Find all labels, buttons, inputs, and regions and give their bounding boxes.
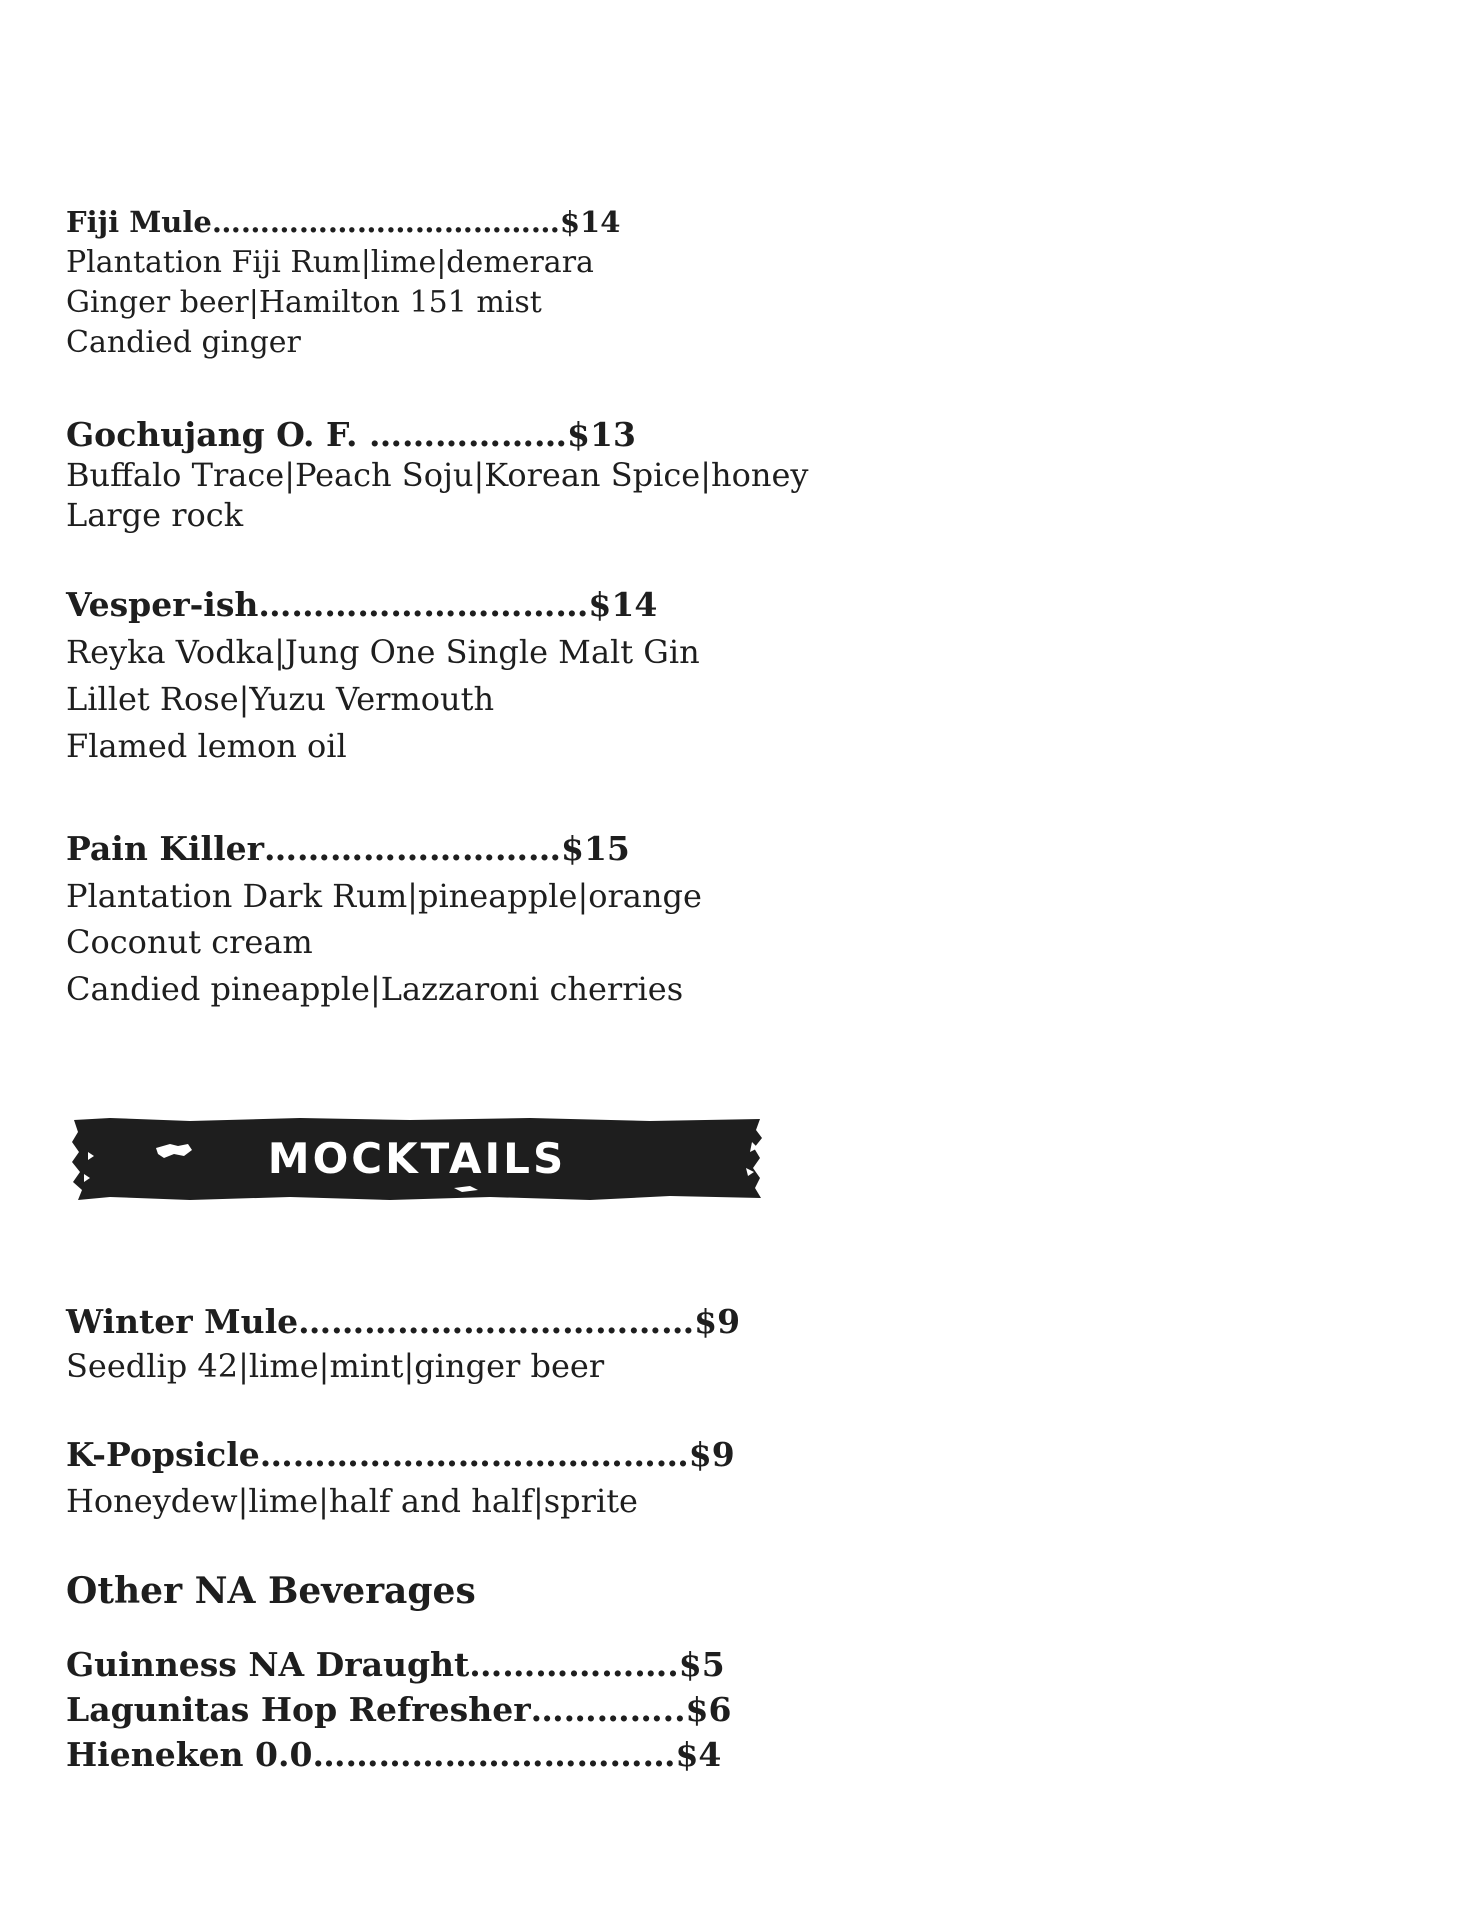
mocktails-banner — [70, 1116, 764, 1202]
item-title: Fiji Mule………………………………$14 — [66, 205, 621, 239]
na-item-guinness: Guinness NA Draught……………….$5 — [66, 1645, 725, 1684]
item-title: K-Popsicle…………………………………$9 — [66, 1435, 735, 1474]
item-description-line: Candied pineapple|Lazzaroni cherries — [66, 970, 684, 1008]
item-title: Pain Killer………………………$15 — [66, 829, 630, 868]
item-description-line: Lillet Rose|Yuzu Vermouth — [66, 680, 495, 718]
item-description-line: Plantation Fiji Rum|lime|demerara — [66, 245, 594, 280]
mocktails-heading: MOCKTAILS — [267, 1134, 567, 1183]
other-na-heading: Other NA Beverages — [66, 1570, 476, 1612]
item-title: Vesper-ish…………………………$14 — [66, 585, 658, 624]
item-description-line: Candied ginger — [66, 325, 301, 360]
item-description-line: Large rock — [66, 496, 244, 534]
item-description-line: Honeydew|lime|half and half|sprite — [66, 1482, 638, 1520]
item-description-line: Flamed lemon oil — [66, 727, 347, 765]
na-item-heineken: Hieneken 0.0……………………………$4 — [66, 1735, 722, 1774]
item-description-line: Seedlip 42|lime|mint|ginger beer — [66, 1347, 605, 1385]
item-description-line: Reyka Vodka|Jung One Single Malt Gin — [66, 633, 700, 671]
item-description-line: Buffalo Trace|Peach Soju|Korean Spice|honey — [66, 456, 809, 494]
item-description-line: Coconut cream — [66, 923, 313, 961]
na-item-lagunitas: Lagunitas Hop Refresher…………..$6 — [66, 1690, 732, 1729]
item-title: Gochujang O. F. ………………$13 — [66, 415, 636, 454]
item-description-line: Ginger beer|Hamilton 151 mist — [66, 285, 542, 320]
item-title: Winter Mule………………………………$9 — [66, 1302, 741, 1341]
item-description-line: Plantation Dark Rum|pineapple|orange — [66, 877, 702, 915]
